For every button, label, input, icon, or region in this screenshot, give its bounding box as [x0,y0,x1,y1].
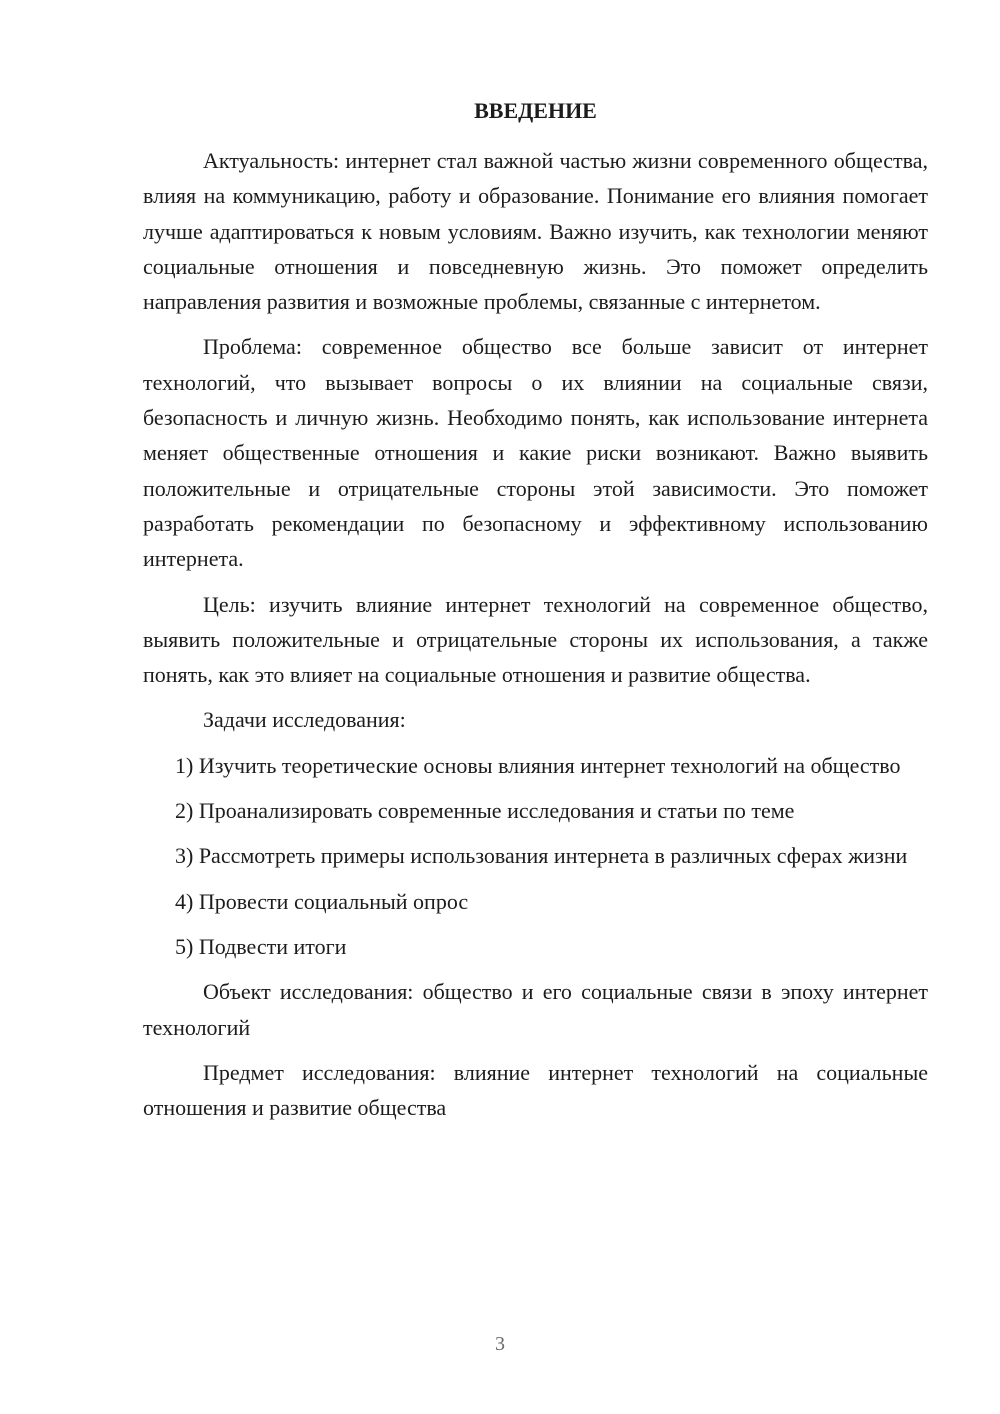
list-item: 1) Изучить теоретические основы влияния интернет технологий на общество [175,752,901,778]
tasks-list [143,748,928,964]
paragraph-subject: Предмет исследования: влияние интернет технологий на социальные отношения и развитие общества [143,1059,928,1121]
list-item: 5) Подвести итоги [175,933,347,959]
list-item: 4) Провести социальный опрос [175,888,469,914]
page-title: ВВЕДЕНИЕ [474,98,597,123]
paragraph-object: Объект исследования: общество и его социальные связи в эпоху интернет технологий [143,979,928,1040]
tasks-title: Задачи исследования: [203,707,406,733]
paragraph-goal: Цель: изучить влияние интернет технологий на современное общество, выявить положительные и отрицательные стороны их использования, а также понять, как это влияет на социальные отношения и развитие общества. [143,591,928,688]
document-body [143,143,928,1135]
paragraph-problem: Проблема: современное общество все больше зависит от интернет технологий, что вызывает вопросы о их влиянии на социальные связи, безопасность и личную жизнь. Необходимо понять, как использование интернета меняет общественные отношения и какие риски возникают. Важно выявить положительные и отрицательные стороны этой зависимости. Это поможет разработать рекомендации по безопасному и эффективному использованию интернета. [143,334,928,572]
list-item: 2) Проанализировать современные исследования и статьи по теме [175,798,795,824]
page-number: 3 [495,1333,505,1355]
paragraph-relevance: Актуальность: интернет стал важной частью жизни современного общества, влияя на коммуникацию, работу и образование. Понимание его влияния помогает лучше адаптироваться к новым условиям. Важно изучить, как технологии меняют социальные отношения и повседневную жизнь. Это поможет определить направления развития и возможные проблемы, связанные с интернетом. [143,148,928,315]
list-item: 3) Рассмотреть примеры использования интернета в различных сферах жизни [175,843,908,869]
